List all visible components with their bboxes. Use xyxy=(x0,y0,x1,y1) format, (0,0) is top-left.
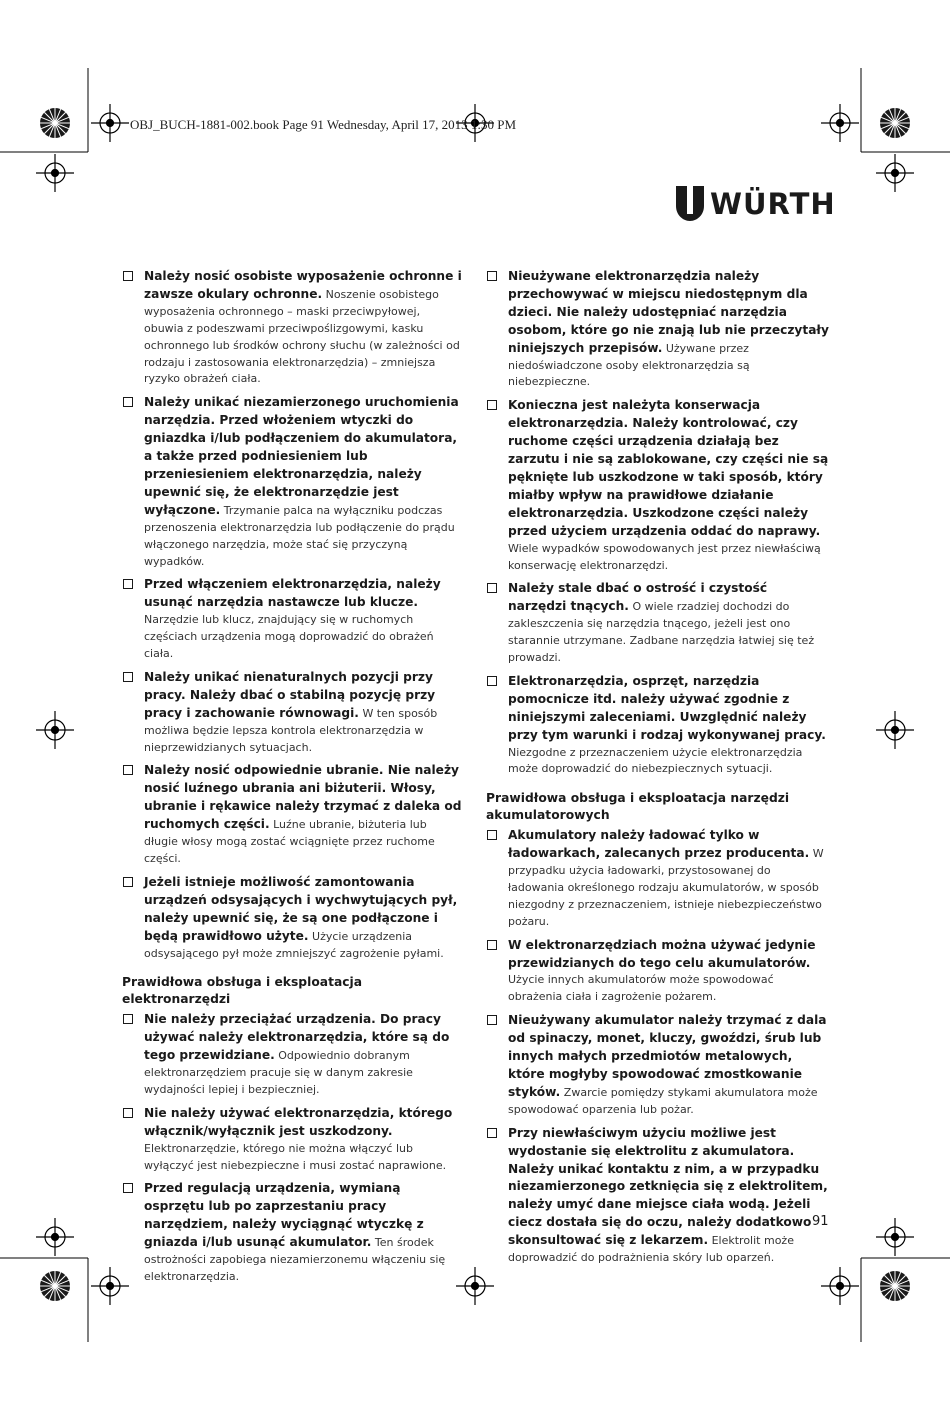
instruction-text: Trzymanie palca na wyłączniku podczas przenoszenia elektronarzędzia lub podłączenie do prądu włączonego narzędzia, może stać się przyczyną wypadków. xyxy=(144,503,455,568)
safety-instruction-item xyxy=(122,762,462,867)
instruction-bold-text: Przy niewłaściwym użyciu możliwe jest wydostanie się elektrolitu z akumulatora. Należy unikać kontaktu z nim, a w przypadku niezamierzonego zetknięcia się z elektrolitem, należy umyć dane miejsce ciała wodą. Jeżeli ciecz dostała się do oczu, należy dodatkowo skonsultować się z lekarzem. xyxy=(508,1125,828,1248)
checkbox-bullet-icon xyxy=(123,672,133,682)
instruction-text: Luźne ubranie, biżuteria lub długie włosy mogą zostać wciągnięte przez ruchome części. xyxy=(144,818,435,865)
instruction-bold-text: Należy nosić odpowiednie ubranie. Nie należy nosić luźnego ubrania ani biżuterii. Włosy, ubranie i rękawice należy trzymać z daleka od ruchomych części. xyxy=(144,763,462,832)
instruction-text: Narzędzie lub klucz, znajdujący się w ruchomych częściach urządzenia mogą doprowadzić do obrażeń ciała. xyxy=(144,613,434,661)
instruction-bold-text: Należy unikać niezamierzonego uruchomienia narzędzia. Przed włożeniem wtyczki do gniazdka i/lub podłączeniem do akumulatora, a także przed podniesieniem lub przeniesieniem elektronarzędzia, należy upewnić się, że elektronarzędzie jest wyłączone. xyxy=(144,395,459,517)
checkbox-bullet-icon xyxy=(123,271,133,281)
checkbox-bullet-icon xyxy=(123,1183,133,1193)
instruction-text: Noszenie osobistego wyposażenia ochronnego – maski przeciwpyłowej, obuwia z podeszwami przeciwpoślizgowymi, kasku ochronnego lub środków ochrony słuchu (w zależności od rodzaju i zastosowania elektronarzędzia) – zmniejsza ryzyko obrażeń ciała. xyxy=(144,287,460,386)
safety-instruction-item xyxy=(122,576,462,663)
safety-instruction-item xyxy=(122,268,462,388)
checkbox-bullet-icon xyxy=(123,765,133,775)
section-heading-power-tool-use: Prawidłowa obsługa i eksploatacja elektronarzędzi xyxy=(122,975,363,1007)
instruction-text: Użycie urządzenia odsysającego pył może zmniejszyć zagrożenie pyłami. xyxy=(144,929,444,960)
checkbox-bullet-icon xyxy=(487,676,497,686)
instruction-text: Elektronarzędzie, którego nie można włączyć lub wyłączyć jest niebezpieczne i musi zostać naprawione. xyxy=(144,1141,447,1172)
instruction-text: Odpowiednio dobranym elektronarzędziem pracuje się w danym zakresie wydajności lepiej i bezpieczniej. xyxy=(144,1049,413,1096)
instruction-text: Używane przez niedoświadczone osoby elektronarzędzia są niebezpieczne. xyxy=(508,341,750,389)
left-column xyxy=(122,268,462,1292)
safety-instruction-item xyxy=(486,937,829,1007)
instruction-bold-text: Akumulatory należy ładować tylko w ładowarkach, zalecanych przez producenta. xyxy=(508,828,810,861)
instruction-bold-text: Nieużywany akumulator należy trzymać z dala od spinaczy, monet, kluczy, gwoździ, śrub lub innych małych przedmiotów metalowych, które mogłyby spowodować zmostkowanie styków. xyxy=(508,1013,827,1099)
print-header: OBJ_BUCH-1881-002.book Page 91 Wednesday, April 17, 2013 1:30 PM xyxy=(130,117,517,132)
wurth-logo-mark-icon xyxy=(676,186,704,222)
checkbox-bullet-icon xyxy=(487,830,497,840)
instruction-bold-text: W elektronarzędziach można używać jedynie przewidzianych do tego celu akumulatorów. xyxy=(508,937,816,970)
instruction-text: Niezgodne z przeznaczeniem użycie elektronarzędzia może doprowadzić do niebezpiecznych sytuacji. xyxy=(508,745,803,776)
right-column xyxy=(486,268,829,1273)
checkbox-bullet-icon xyxy=(487,583,497,593)
safety-instruction-item xyxy=(486,1125,829,1267)
safety-instruction-item xyxy=(122,669,462,757)
instruction-bold-text: Nie należy przeciążać urządzenia. Do pracy używać należy elektronarzędzia, które są do tego przewidziane. xyxy=(144,1012,450,1063)
section-heading-battery-tool-use: Prawidłowa obsługa i eksploatacja narzędzi akumulatorowych xyxy=(486,791,790,823)
checkbox-bullet-icon xyxy=(123,397,133,407)
safety-instruction-item xyxy=(486,827,829,930)
instruction-text: W ten sposób możliwa będzie lepsza kontrola elektronarzędzia w nieprzewidzianych sytuacjach. xyxy=(144,706,438,754)
checkbox-bullet-icon xyxy=(123,877,133,887)
checkbox-bullet-icon xyxy=(123,579,133,589)
safety-instruction-item xyxy=(122,1105,462,1175)
instruction-text: W przypadku użycia ładowarki, przystosowanej do ładowania określonego rodzaju akumulatorów, w sposób niezgodny z przeznaczeniem, istnieje niebezpieczeństwo pożaru. xyxy=(508,847,824,928)
instruction-text: Zwarcie pomiędzy stykami akumulatora może spowodować oparzenia lub pożar. xyxy=(508,1085,818,1116)
instruction-text: Wiele wypadków spowodowanych jest przez niewłaściwą konserwację elektronarzędzi. xyxy=(508,541,821,572)
instruction-text: O wiele rzadziej dochodzi do zakleszczenia się narzędzia tnącego, jeżeli jest ono starannie utrzymane. Zadbane narzędzia łatwiej się też prowadzi. xyxy=(508,600,815,665)
checkbox-bullet-icon xyxy=(487,271,497,281)
instruction-bold-text: Nieużywane elektronarzędzia należy przechowywać w miejscu niedostępnym dla dzieci. Nie należy udostępniać narzędzia osobom, które go nie znają lub nie przeczytały niniejszych przepisów. xyxy=(508,269,829,355)
instruction-text: Użycie innych akumulatorów może spowodować obrażenia ciała i zagrożenie pożarem. xyxy=(508,973,774,1004)
instruction-text: Elektrolit może doprowadzić do podrażnienia skóry lub oparzeń. xyxy=(508,1234,794,1265)
safety-instruction-item xyxy=(486,397,829,574)
instruction-bold-text: Należy stale dbać o ostrość i czystość narzędzi tnących. xyxy=(508,581,768,614)
instruction-bold-text: Elektronarzędzia, osprzęt, narzędzia pomocnicze itd. należy używać zgodnie z niniejszymi zaleceniami. Uwzględnić należy przy tym warunki i rodzaj wykonywanej pracy. xyxy=(508,673,826,742)
checkbox-bullet-icon xyxy=(123,1014,133,1024)
safety-instruction-item xyxy=(486,580,829,667)
safety-instruction-item xyxy=(122,394,462,570)
checkbox-bullet-icon xyxy=(487,1128,497,1138)
instruction-bold-text: Jeżeli istnieje możliwość zamontowania urządzeń odsysających i wychwytujących pył, należy upewnić się, że są one podłączone i będą prawidłowo użyte. xyxy=(144,874,458,943)
safety-instruction-item xyxy=(486,1012,829,1118)
safety-instruction-item xyxy=(122,874,462,963)
wurth-logo xyxy=(676,186,836,222)
instruction-bold-text: Konieczna jest należyta konserwacja elektronarzędzia. Należy kontrolować, czy ruchome części urządzenia działają bez zarzutu i nie są zablokowane, czy części nie są pęknięte lub uszkodzone w taki sposób, który miałby wpływ na prawidłowe działanie elektronarzędzia. Uszkodzone części należy przed użyciem urządzenia oddać do naprawy. xyxy=(508,398,829,538)
checkbox-bullet-icon xyxy=(123,1108,133,1118)
instruction-bold-text: Należy nosić osobiste wyposażenie ochronne i zawsze okulary ochronne. xyxy=(144,269,462,301)
logo-text: WÜRTH xyxy=(710,186,836,221)
instruction-bold-text: Przed włączeniem elektronarzędzia, należy usunąć narzędzia nastawcze lub klucze. xyxy=(144,577,441,610)
checkbox-bullet-icon xyxy=(487,1015,497,1025)
checkbox-bullet-icon xyxy=(487,400,497,410)
page-number: 91 xyxy=(812,1214,829,1229)
instruction-bold-text: Nie należy używać elektronarzędzia, którego włącznik/wyłącznik jest uszkodzony. xyxy=(144,1105,453,1138)
safety-instruction-item xyxy=(122,1011,462,1099)
instruction-bold-text: Przed regulacją urządzenia, wymianą osprzętu lub po zaprzestaniu pracy narzędziem, należy wyciągnąć wtyczkę z gniazda i/lub usunąć akumulator. xyxy=(144,1181,424,1250)
safety-instruction-item xyxy=(486,673,829,778)
checkbox-bullet-icon xyxy=(487,940,497,950)
safety-instruction-item xyxy=(486,268,829,391)
instruction-text: Ten środek ostrożności zapobiega niezamierzonemu włączeniu się elektronarzędzia. xyxy=(144,1236,446,1283)
instruction-bold-text: Należy unikać nienaturalnych pozycji przy pracy. Należy dbać o stabilną pozycję przy pracy i zachowanie równowagi. xyxy=(144,669,436,720)
safety-instruction-item xyxy=(122,1180,462,1285)
